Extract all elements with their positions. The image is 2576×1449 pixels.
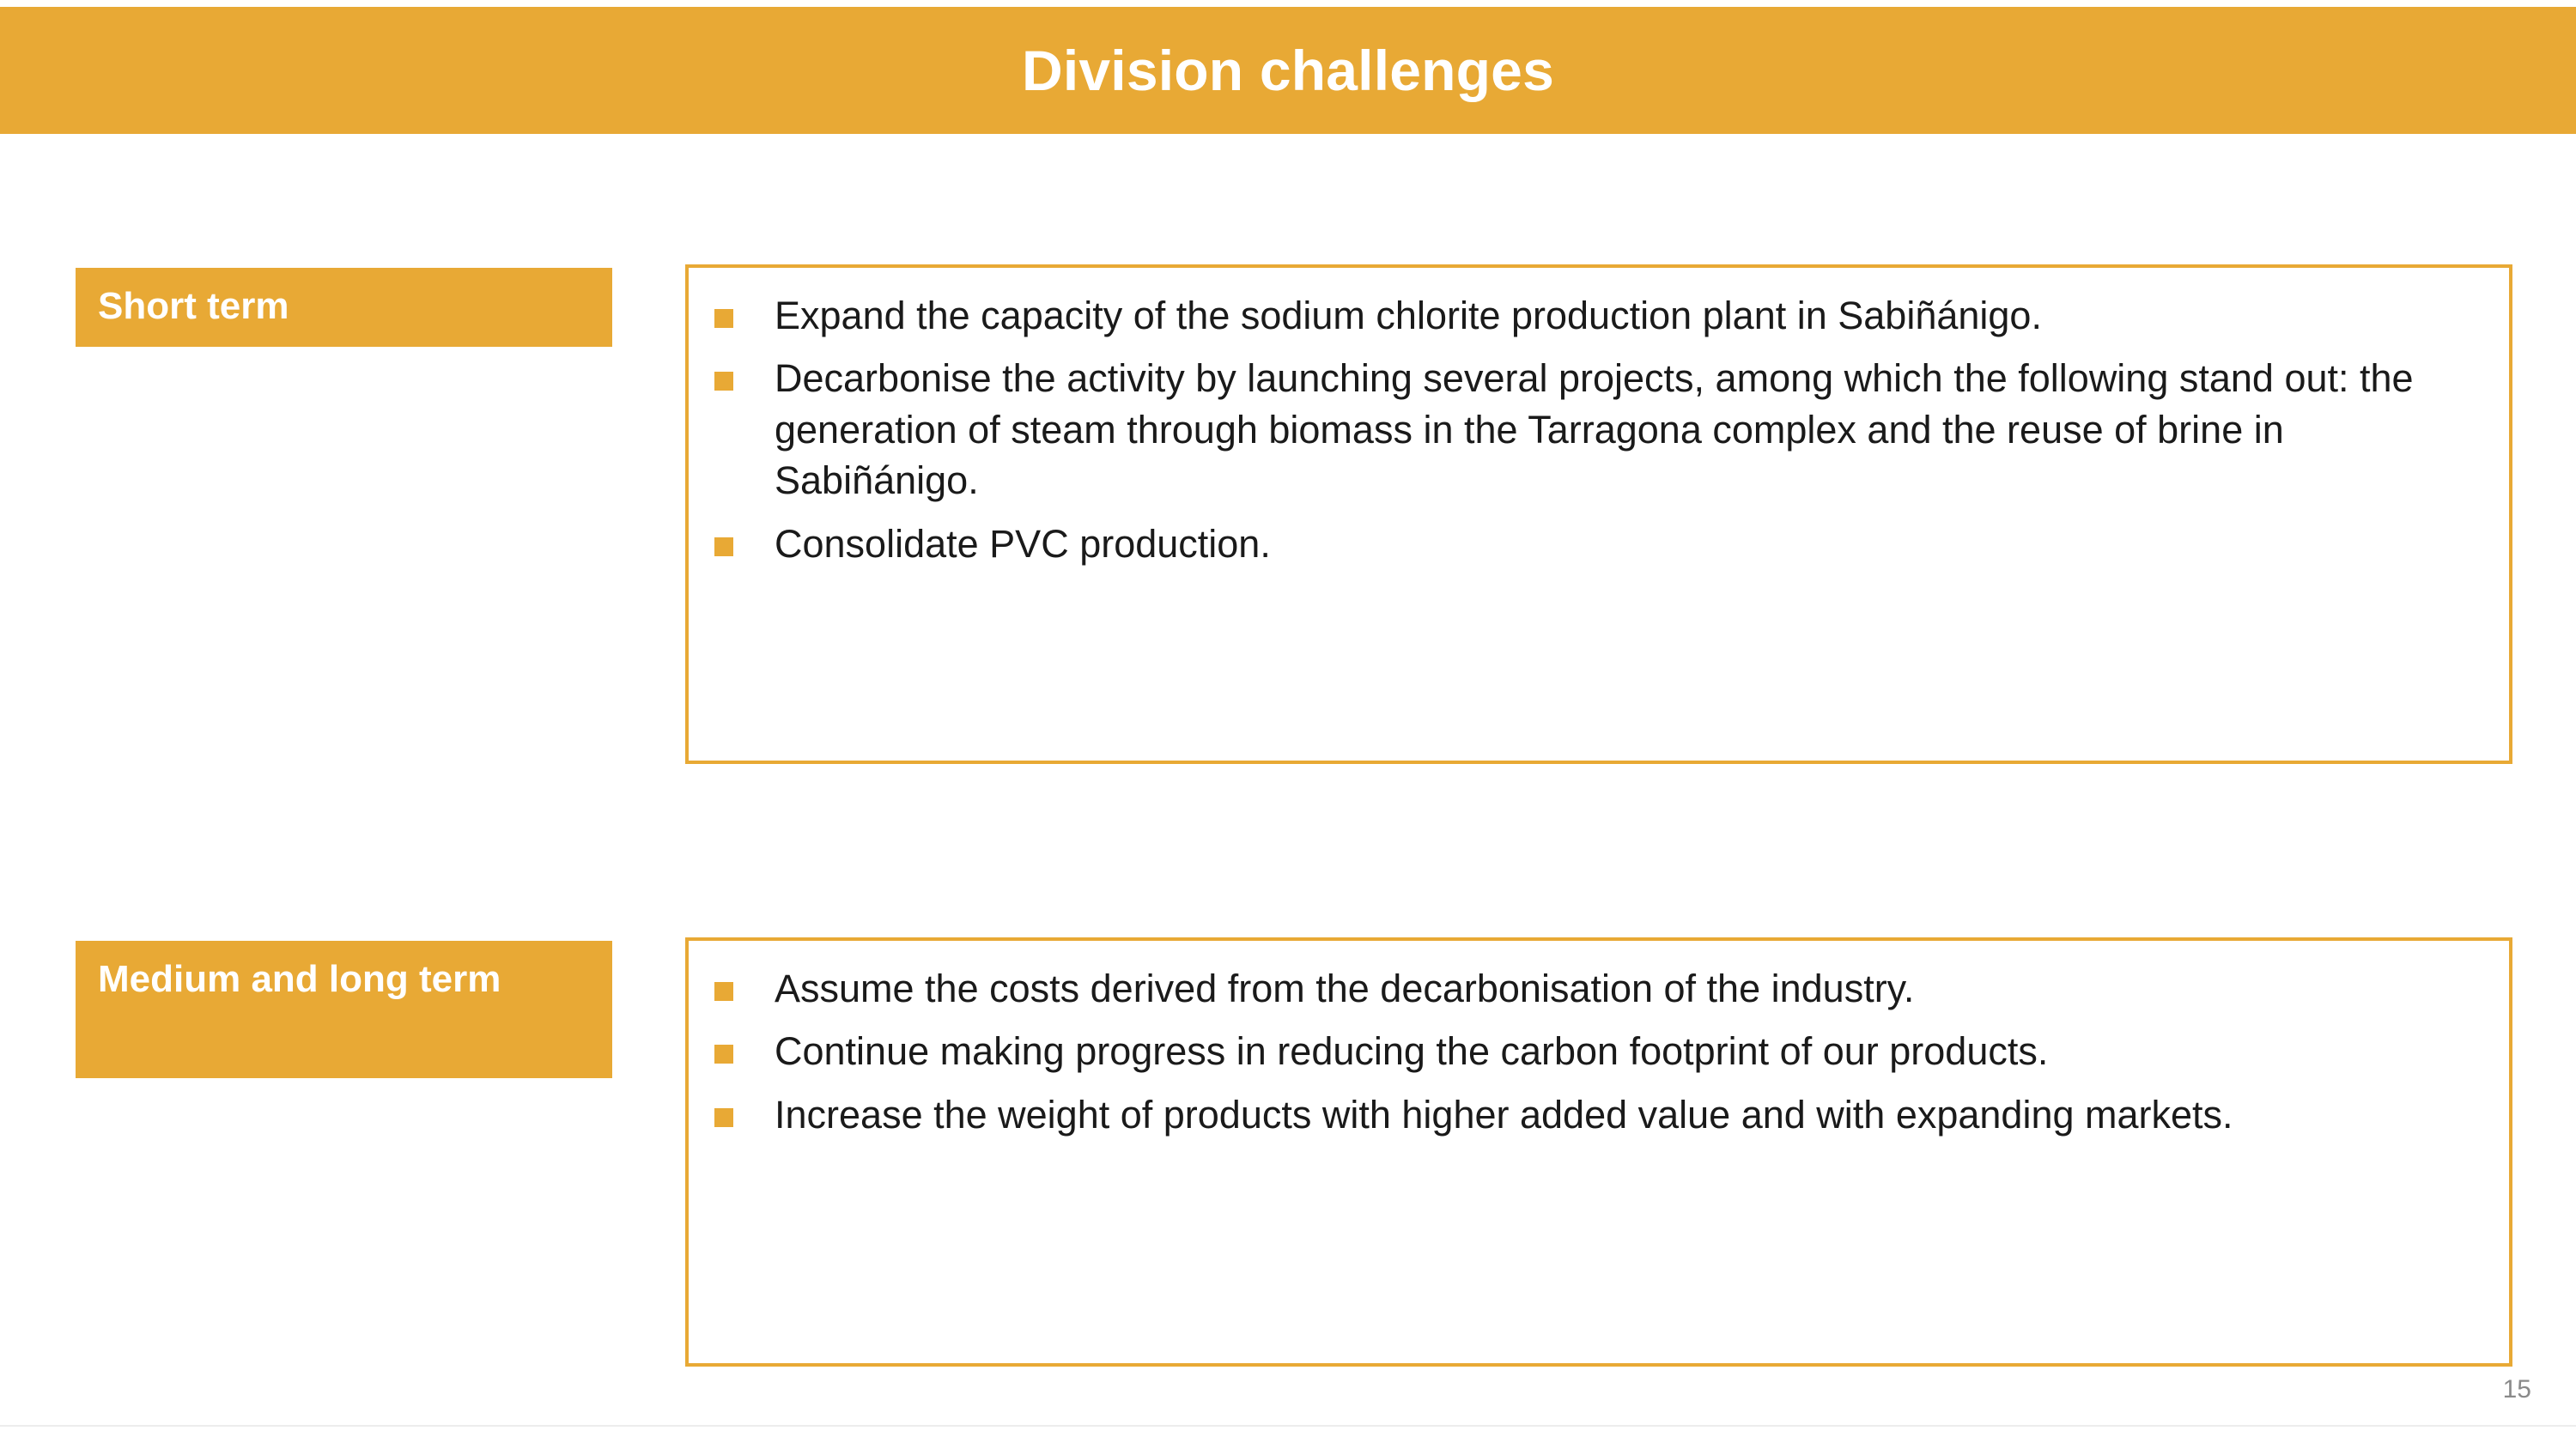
list-item [714,518,2480,569]
section-short-term [76,268,2414,566]
page-number: 15 [2502,1375,2531,1404]
square-bullet-icon [714,372,733,391]
bullet-text: Consolidate PVC production. [775,521,1271,566]
slide-title-banner [0,7,2576,134]
list-item [714,963,2480,1014]
section-label-medium-long-term: Medium and long term [76,941,612,1078]
list-item [714,290,2480,341]
bullet-text: Assume the costs derived from the decarbonisation of the industry. [775,967,1915,1010]
slide-body [0,134,2576,1449]
bullet-list-short-term [714,290,2480,569]
bottom-divider [0,1425,2576,1427]
section-label-short-term: Short term [76,268,612,347]
list-item [714,1026,2480,1076]
page-title: Division challenges [1021,39,1554,102]
bullet-text: Expand the capacity of the sodium chlorite production plant in Sabiñánigo. [775,294,2042,337]
bullet-text: Decarbonise the activity by launching several projects, among which the following stand out: the generation of steam through biomass in the Tarragona complex and the reuse of brine in Sabiñánigo. [775,356,2414,503]
content-box-short-term [685,264,2512,764]
square-bullet-icon [714,309,733,328]
square-bullet-icon [714,537,733,556]
bullet-text: Continue making progress in reducing the carbon footprint of our products. [775,1029,2049,1074]
bullet-list-medium-long-term [714,963,2480,1140]
square-bullet-icon [714,1108,733,1127]
square-bullet-icon [714,1045,733,1064]
section-medium-long-term [76,941,2233,1137]
list-item [714,353,2480,506]
square-bullet-icon [714,982,733,1001]
bullet-text: Increase the weight of products with higher added value and with expanding markets. [775,1092,2233,1137]
content-box-medium-long-term [685,937,2512,1367]
list-item [714,1089,2480,1140]
